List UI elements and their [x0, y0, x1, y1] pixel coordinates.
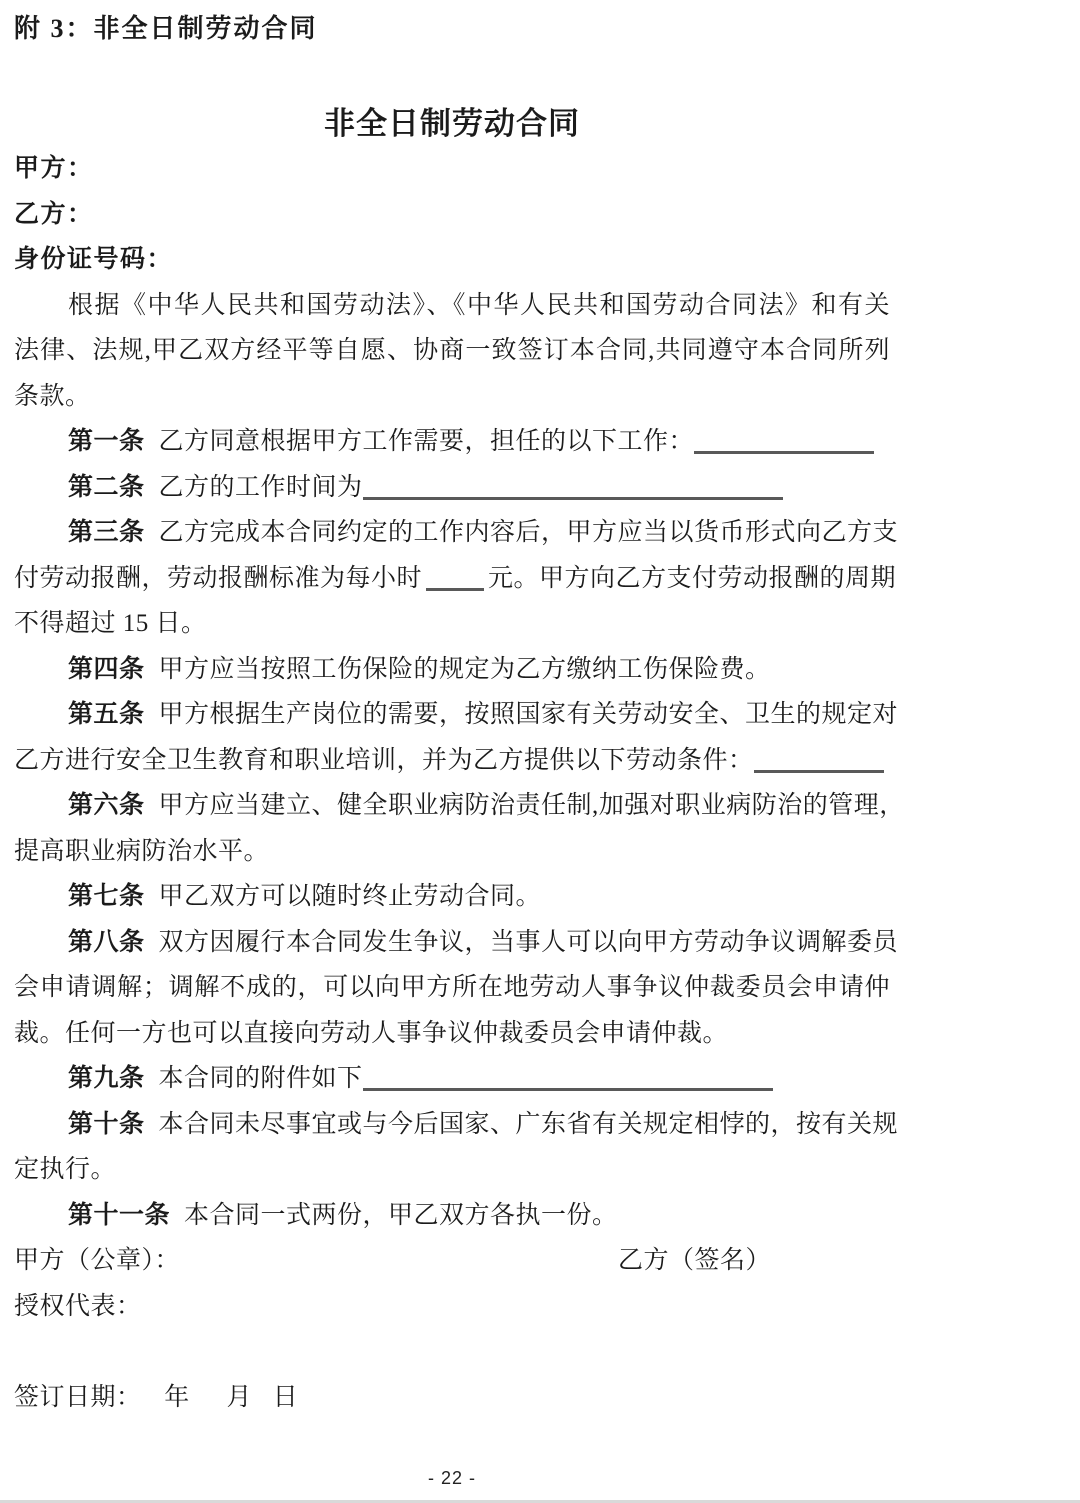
- article-8-number: 第八条: [68, 928, 145, 956]
- article-6-text-1: 甲方应当建立、健全职业病防治责任制,加强对职业病防治的管理，: [158, 792, 905, 819]
- sign-date-label: 签订日期：: [14, 1383, 142, 1411]
- attachments-blank-underline: [363, 1061, 773, 1092]
- article-10-line-2: 定执行。: [14, 1156, 117, 1183]
- article-6-line-1: [14, 783, 905, 829]
- article-3-number: 第三条: [68, 519, 145, 546]
- hourly-rate-blank-underline: [426, 560, 484, 591]
- authorized-rep-label: 授权代表：: [14, 1292, 142, 1320]
- article-9-text: 本合同的附件如下: [158, 1065, 363, 1092]
- article-9: [14, 1056, 890, 1102]
- intro-line-1: 根据《中华人民共和国劳动法》、《中华人民共和国劳动合同法》和有关: [68, 291, 890, 319]
- article-7-number: 第七条: [68, 883, 145, 910]
- signature-row: [14, 1238, 890, 1284]
- article-3-text-2a: 付劳动报酬，劳动报酬标准为每小时: [14, 564, 423, 592]
- article-3-text-1: 乙方完成本合同约定的工作内容后，甲方应当以货币形式向乙方支: [158, 519, 899, 546]
- article-5-number: 第五条: [68, 701, 145, 728]
- article-8-line-2: 会申请调解；调解不成的，可以向甲方所在地劳动人事争议仲裁委员会申请仲: [14, 974, 890, 1001]
- labor-conditions-blank-underline: [754, 742, 884, 773]
- job-blank-underline: [694, 424, 874, 455]
- intro-line-2: 法律、法规,甲乙双方经平等自愿、协商一致签订本合同,共同遵守本合同所列: [14, 337, 890, 364]
- article-8-line-1: [14, 920, 899, 966]
- article-3-text-2b: 元。甲方向乙方支付劳动报酬的周期: [488, 564, 897, 592]
- party-b-sign-label: 乙方（签名）: [618, 1247, 772, 1274]
- sign-date-day-label: 日: [272, 1383, 299, 1411]
- article-1: [14, 419, 890, 465]
- article-5-line-1: [14, 692, 899, 738]
- article-8-text-1: 双方因履行本合同发生争议，当事人可以向甲方劳动争议调解委员: [158, 928, 899, 956]
- intro-line-3: 条款。: [14, 382, 91, 410]
- article-5-line-2: [14, 738, 890, 784]
- article-8-line-3: 裁。任何一方也可以直接向劳动人事争议仲裁委员会申请仲裁。: [14, 1019, 729, 1047]
- sign-date-year-label: 年: [164, 1383, 190, 1411]
- article-3-line-3: 不得超过 15 日。: [14, 610, 207, 637]
- article-10-text-1: 本合同未尽事宜或与今后国家、广东省有关规定相悖的，按有关规: [158, 1110, 899, 1138]
- article-4: [14, 647, 890, 693]
- article-7-text: 甲乙双方可以随时终止劳动合同。: [158, 883, 542, 910]
- article-7: [14, 874, 890, 920]
- article-11-text: 本合同一式两份，甲乙双方各执一份。: [184, 1201, 618, 1229]
- article-2-text: 乙方的工作时间为: [158, 473, 363, 501]
- article-6-number: 第六条: [68, 792, 145, 819]
- contract-title: 非全日制劳动合同: [324, 106, 580, 141]
- sign-date-month-label: 月: [226, 1383, 253, 1411]
- article-3-line-1: [14, 510, 899, 556]
- article-6-line-2: 提高职业病防治水平。: [14, 837, 270, 865]
- attachment-header: 附 3：非全日制劳动合同: [14, 14, 318, 43]
- article-3-line-2: [14, 556, 897, 602]
- article-4-number: 第四条: [68, 655, 145, 683]
- article-4-text: 甲方应当按照工伤保险的规定为乙方缴纳工伤保险费。: [158, 655, 771, 683]
- article-1-number: 第一条: [68, 428, 145, 455]
- work-time-blank-underline: [363, 469, 783, 500]
- party-a-label: 甲方：: [14, 155, 94, 182]
- article-10-line-1: [14, 1102, 899, 1148]
- article-2-number: 第二条: [68, 473, 145, 501]
- id-number-label: 身份证号码：: [14, 246, 174, 273]
- article-11-number: 第十一条: [68, 1201, 171, 1229]
- blank-line: [14, 1329, 890, 1375]
- article-10-number: 第十条: [68, 1110, 145, 1138]
- article-9-number: 第九条: [68, 1065, 145, 1092]
- page-number: - 22 -: [427, 1468, 476, 1488]
- article-2: [14, 465, 890, 511]
- article-5-text-2: 乙方进行安全卫生教育和职业培训，并为乙方提供以下劳动条件：: [14, 746, 754, 774]
- sign-date-row: [14, 1375, 890, 1421]
- contract-body: [14, 146, 905, 1420]
- article-5-text-1: 甲方根据生产岗位的需要，按照国家有关劳动安全、卫生的规定对: [158, 701, 899, 728]
- party-a-seal-label: 甲方（公章）：: [14, 1247, 181, 1274]
- party-b-label: 乙方：: [14, 200, 94, 228]
- article-11: [14, 1193, 890, 1239]
- article-1-text: 乙方同意根据甲方工作需要，担任的以下工作：: [158, 428, 695, 455]
